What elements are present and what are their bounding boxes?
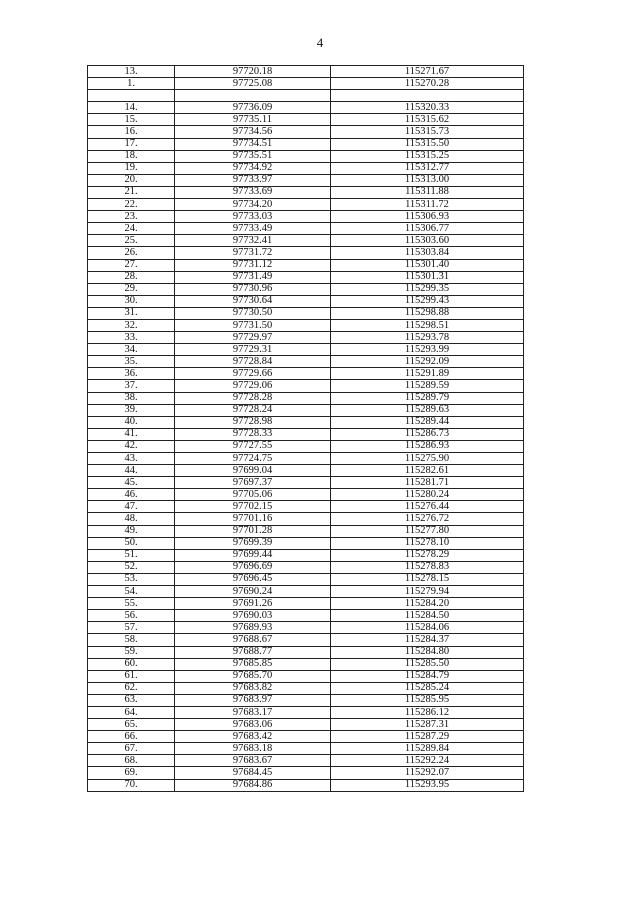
table-row — [88, 767, 524, 779]
x-coordinate-cell: 97690.24 — [175, 586, 331, 598]
table-row — [88, 90, 524, 102]
y-coordinate-cell: 115292.24 — [331, 755, 524, 767]
y-coordinate-cell: 115286.73 — [331, 428, 524, 440]
x-coordinate-cell: 97720.18 — [175, 66, 331, 78]
y-coordinate-cell — [331, 90, 524, 102]
point-number-cell: 27. — [88, 259, 175, 271]
point-number-cell: 45. — [88, 477, 175, 489]
y-coordinate-cell: 115306.77 — [331, 223, 524, 235]
x-coordinate-cell: 97696.69 — [175, 561, 331, 573]
coordinates-table-body — [88, 66, 524, 792]
y-coordinate-cell: 115286.93 — [331, 440, 524, 452]
y-coordinate-cell: 115292.09 — [331, 356, 524, 368]
y-coordinate-cell: 115284.79 — [331, 670, 524, 682]
coordinates-table — [87, 65, 524, 792]
point-number-cell: 39. — [88, 404, 175, 416]
x-coordinate-cell: 97734.92 — [175, 162, 331, 174]
table-row — [88, 465, 524, 477]
x-coordinate-cell: 97733.03 — [175, 211, 331, 223]
y-coordinate-cell: 115270.28 — [331, 78, 524, 90]
point-number-cell: 21. — [88, 186, 175, 198]
point-number-cell: 55. — [88, 598, 175, 610]
point-number-cell: 1. — [88, 78, 175, 90]
point-number-cell: 47. — [88, 501, 175, 513]
y-coordinate-cell: 115289.44 — [331, 416, 524, 428]
table-row — [88, 186, 524, 198]
table-row — [88, 271, 524, 283]
table-row — [88, 235, 524, 247]
point-number-cell: 62. — [88, 682, 175, 694]
point-number-cell: 13. — [88, 66, 175, 78]
point-number-cell: 48. — [88, 513, 175, 525]
table-row — [88, 779, 524, 791]
table-row — [88, 66, 524, 78]
table-row — [88, 731, 524, 743]
y-coordinate-cell: 115271.67 — [331, 66, 524, 78]
point-number-cell: 53. — [88, 573, 175, 585]
point-number-cell: 28. — [88, 271, 175, 283]
y-coordinate-cell: 115289.63 — [331, 404, 524, 416]
y-coordinate-cell: 115301.31 — [331, 271, 524, 283]
x-coordinate-cell: 97699.39 — [175, 537, 331, 549]
point-number-cell: 30. — [88, 295, 175, 307]
point-number-cell: 57. — [88, 622, 175, 634]
x-coordinate-cell: 97732.41 — [175, 235, 331, 247]
point-number-cell: 15. — [88, 114, 175, 126]
point-number-cell: 67. — [88, 743, 175, 755]
table-row — [88, 368, 524, 380]
x-coordinate-cell: 97728.24 — [175, 404, 331, 416]
x-coordinate-cell: 97733.69 — [175, 186, 331, 198]
x-coordinate-cell: 97733.97 — [175, 174, 331, 186]
x-coordinate-cell: 97730.96 — [175, 283, 331, 295]
x-coordinate-cell: 97736.09 — [175, 102, 331, 114]
x-coordinate-cell: 97701.28 — [175, 525, 331, 537]
point-number-cell — [88, 90, 175, 102]
table-row — [88, 283, 524, 295]
y-coordinate-cell: 115315.62 — [331, 114, 524, 126]
table-row — [88, 549, 524, 561]
point-number-cell: 19. — [88, 162, 175, 174]
x-coordinate-cell: 97705.06 — [175, 489, 331, 501]
table-row — [88, 78, 524, 90]
table-row — [88, 598, 524, 610]
y-coordinate-cell: 115286.12 — [331, 706, 524, 718]
x-coordinate-cell: 97688.77 — [175, 646, 331, 658]
x-coordinate-cell: 97735.11 — [175, 114, 331, 126]
table-row — [88, 162, 524, 174]
x-coordinate-cell: 97683.06 — [175, 719, 331, 731]
y-coordinate-cell: 115276.44 — [331, 501, 524, 513]
point-number-cell: 40. — [88, 416, 175, 428]
x-coordinate-cell: 97730.64 — [175, 295, 331, 307]
y-coordinate-cell: 115289.84 — [331, 743, 524, 755]
x-coordinate-cell: 97731.49 — [175, 271, 331, 283]
y-coordinate-cell: 115284.37 — [331, 634, 524, 646]
table-row — [88, 646, 524, 658]
table-row — [88, 223, 524, 235]
point-number-cell: 51. — [88, 549, 175, 561]
point-number-cell: 25. — [88, 235, 175, 247]
x-coordinate-cell: 97683.42 — [175, 731, 331, 743]
x-coordinate-cell: 97690.03 — [175, 610, 331, 622]
table-row — [88, 586, 524, 598]
table-row — [88, 610, 524, 622]
table-row — [88, 706, 524, 718]
table-row — [88, 501, 524, 513]
point-number-cell: 14. — [88, 102, 175, 114]
y-coordinate-cell: 115287.31 — [331, 719, 524, 731]
y-coordinate-cell: 115281.71 — [331, 477, 524, 489]
y-coordinate-cell: 115285.50 — [331, 658, 524, 670]
point-number-cell: 61. — [88, 670, 175, 682]
x-coordinate-cell: 97734.20 — [175, 199, 331, 211]
y-coordinate-cell: 115289.79 — [331, 392, 524, 404]
x-coordinate-cell: 97685.70 — [175, 670, 331, 682]
y-coordinate-cell: 115313.00 — [331, 174, 524, 186]
point-number-cell: 38. — [88, 392, 175, 404]
y-coordinate-cell: 115284.20 — [331, 598, 524, 610]
table-row — [88, 573, 524, 585]
table-row — [88, 440, 524, 452]
table-row — [88, 719, 524, 731]
y-coordinate-cell: 115320.33 — [331, 102, 524, 114]
y-coordinate-cell: 115311.72 — [331, 199, 524, 211]
x-coordinate-cell: 97725.08 — [175, 78, 331, 90]
point-number-cell: 49. — [88, 525, 175, 537]
y-coordinate-cell: 115287.29 — [331, 731, 524, 743]
y-coordinate-cell: 115315.50 — [331, 138, 524, 150]
point-number-cell: 29. — [88, 283, 175, 295]
point-number-cell: 56. — [88, 610, 175, 622]
point-number-cell: 26. — [88, 247, 175, 259]
x-coordinate-cell: 97684.45 — [175, 767, 331, 779]
point-number-cell: 65. — [88, 719, 175, 731]
point-number-cell: 18. — [88, 150, 175, 162]
y-coordinate-cell: 115284.80 — [331, 646, 524, 658]
y-coordinate-cell: 115275.90 — [331, 453, 524, 465]
x-coordinate-cell: 97731.50 — [175, 319, 331, 331]
x-coordinate-cell: 97730.50 — [175, 307, 331, 319]
x-coordinate-cell: 97696.45 — [175, 573, 331, 585]
y-coordinate-cell: 115289.59 — [331, 380, 524, 392]
y-coordinate-cell: 115277.80 — [331, 525, 524, 537]
table-row — [88, 138, 524, 150]
point-number-cell: 22. — [88, 199, 175, 211]
table-row — [88, 670, 524, 682]
x-coordinate-cell: 97729.66 — [175, 368, 331, 380]
y-coordinate-cell: 115284.06 — [331, 622, 524, 634]
point-number-cell: 64. — [88, 706, 175, 718]
table-row — [88, 634, 524, 646]
y-coordinate-cell: 115301.40 — [331, 259, 524, 271]
point-number-cell: 59. — [88, 646, 175, 658]
point-number-cell: 50. — [88, 537, 175, 549]
x-coordinate-cell: 97685.85 — [175, 658, 331, 670]
y-coordinate-cell: 115315.25 — [331, 150, 524, 162]
table-row — [88, 743, 524, 755]
table-row — [88, 199, 524, 211]
point-number-cell: 34. — [88, 344, 175, 356]
point-number-cell: 24. — [88, 223, 175, 235]
table-row — [88, 561, 524, 573]
point-number-cell: 20. — [88, 174, 175, 186]
table-row — [88, 307, 524, 319]
table-row — [88, 477, 524, 489]
table-row — [88, 682, 524, 694]
y-coordinate-cell: 115298.51 — [331, 319, 524, 331]
table-row — [88, 416, 524, 428]
point-number-cell: 52. — [88, 561, 175, 573]
table-row — [88, 211, 524, 223]
x-coordinate-cell: 97683.82 — [175, 682, 331, 694]
x-coordinate-cell: 97729.97 — [175, 332, 331, 344]
point-number-cell: 60. — [88, 658, 175, 670]
x-coordinate-cell: 97688.67 — [175, 634, 331, 646]
x-coordinate-cell: 97699.44 — [175, 549, 331, 561]
table-row — [88, 295, 524, 307]
table-row — [88, 356, 524, 368]
y-coordinate-cell: 115315.73 — [331, 126, 524, 138]
point-number-cell: 44. — [88, 465, 175, 477]
x-coordinate-cell: 97683.17 — [175, 706, 331, 718]
table-row — [88, 392, 524, 404]
x-coordinate-cell: 97689.93 — [175, 622, 331, 634]
point-number-cell: 70. — [88, 779, 175, 791]
x-coordinate-cell: 97731.72 — [175, 247, 331, 259]
point-number-cell: 66. — [88, 731, 175, 743]
x-coordinate-cell: 97697.37 — [175, 477, 331, 489]
y-coordinate-cell: 115299.35 — [331, 283, 524, 295]
table-row — [88, 489, 524, 501]
y-coordinate-cell: 115276.72 — [331, 513, 524, 525]
x-coordinate-cell: 97702.15 — [175, 501, 331, 513]
y-coordinate-cell: 115299.43 — [331, 295, 524, 307]
table-row — [88, 259, 524, 271]
y-coordinate-cell: 115280.24 — [331, 489, 524, 501]
y-coordinate-cell: 115298.88 — [331, 307, 524, 319]
x-coordinate-cell: 97731.12 — [175, 259, 331, 271]
y-coordinate-cell: 115293.78 — [331, 332, 524, 344]
x-coordinate-cell: 97699.04 — [175, 465, 331, 477]
table-row — [88, 344, 524, 356]
table-row — [88, 525, 524, 537]
point-number-cell: 46. — [88, 489, 175, 501]
table-row — [88, 658, 524, 670]
y-coordinate-cell: 115278.10 — [331, 537, 524, 549]
x-coordinate-cell: 97684.86 — [175, 779, 331, 791]
x-coordinate-cell: 97701.16 — [175, 513, 331, 525]
point-number-cell: 69. — [88, 767, 175, 779]
point-number-cell: 35. — [88, 356, 175, 368]
y-coordinate-cell: 115293.95 — [331, 779, 524, 791]
point-number-cell: 54. — [88, 586, 175, 598]
x-coordinate-cell: 97729.31 — [175, 344, 331, 356]
point-number-cell: 16. — [88, 126, 175, 138]
x-coordinate-cell: 97728.98 — [175, 416, 331, 428]
table-row — [88, 694, 524, 706]
y-coordinate-cell: 115285.95 — [331, 694, 524, 706]
y-coordinate-cell: 115278.29 — [331, 549, 524, 561]
y-coordinate-cell: 115282.61 — [331, 465, 524, 477]
x-coordinate-cell: 97734.51 — [175, 138, 331, 150]
table-row — [88, 513, 524, 525]
table-row — [88, 380, 524, 392]
x-coordinate-cell: 97683.67 — [175, 755, 331, 767]
x-coordinate-cell: 97683.18 — [175, 743, 331, 755]
table-row — [88, 332, 524, 344]
table-row — [88, 150, 524, 162]
table-row — [88, 174, 524, 186]
y-coordinate-cell: 115278.15 — [331, 573, 524, 585]
x-coordinate-cell: 97729.06 — [175, 380, 331, 392]
x-coordinate-cell: 97735.51 — [175, 150, 331, 162]
x-coordinate-cell: 97683.97 — [175, 694, 331, 706]
y-coordinate-cell: 115311.88 — [331, 186, 524, 198]
point-number-cell: 68. — [88, 755, 175, 767]
y-coordinate-cell: 115278.83 — [331, 561, 524, 573]
point-number-cell: 36. — [88, 368, 175, 380]
y-coordinate-cell: 115291.89 — [331, 368, 524, 380]
table-row — [88, 247, 524, 259]
table-row — [88, 404, 524, 416]
y-coordinate-cell: 115303.60 — [331, 235, 524, 247]
x-coordinate-cell: 97724.75 — [175, 453, 331, 465]
table-row — [88, 428, 524, 440]
point-number-cell: 32. — [88, 319, 175, 331]
x-coordinate-cell — [175, 90, 331, 102]
table-row — [88, 755, 524, 767]
table-row — [88, 319, 524, 331]
y-coordinate-cell: 115292.07 — [331, 767, 524, 779]
point-number-cell: 17. — [88, 138, 175, 150]
y-coordinate-cell: 115312.77 — [331, 162, 524, 174]
y-coordinate-cell: 115285.24 — [331, 682, 524, 694]
y-coordinate-cell: 115303.84 — [331, 247, 524, 259]
point-number-cell: 41. — [88, 428, 175, 440]
point-number-cell: 43. — [88, 453, 175, 465]
x-coordinate-cell: 97728.33 — [175, 428, 331, 440]
point-number-cell: 42. — [88, 440, 175, 452]
point-number-cell: 33. — [88, 332, 175, 344]
y-coordinate-cell: 115284.50 — [331, 610, 524, 622]
x-coordinate-cell: 97691.26 — [175, 598, 331, 610]
x-coordinate-cell: 97734.56 — [175, 126, 331, 138]
table-row — [88, 114, 524, 126]
point-number-cell: 37. — [88, 380, 175, 392]
y-coordinate-cell: 115306.93 — [331, 211, 524, 223]
page-number: 4 — [316, 35, 324, 50]
point-number-cell: 58. — [88, 634, 175, 646]
point-number-cell: 31. — [88, 307, 175, 319]
x-coordinate-cell: 97733.49 — [175, 223, 331, 235]
table-row — [88, 453, 524, 465]
y-coordinate-cell: 115293.99 — [331, 344, 524, 356]
point-number-cell: 23. — [88, 211, 175, 223]
table-row — [88, 537, 524, 549]
x-coordinate-cell: 97727.55 — [175, 440, 331, 452]
table-row — [88, 102, 524, 114]
table-row — [88, 622, 524, 634]
table-row — [88, 126, 524, 138]
point-number-cell: 63. — [88, 694, 175, 706]
x-coordinate-cell: 97728.84 — [175, 356, 331, 368]
y-coordinate-cell: 115279.94 — [331, 586, 524, 598]
x-coordinate-cell: 97728.28 — [175, 392, 331, 404]
